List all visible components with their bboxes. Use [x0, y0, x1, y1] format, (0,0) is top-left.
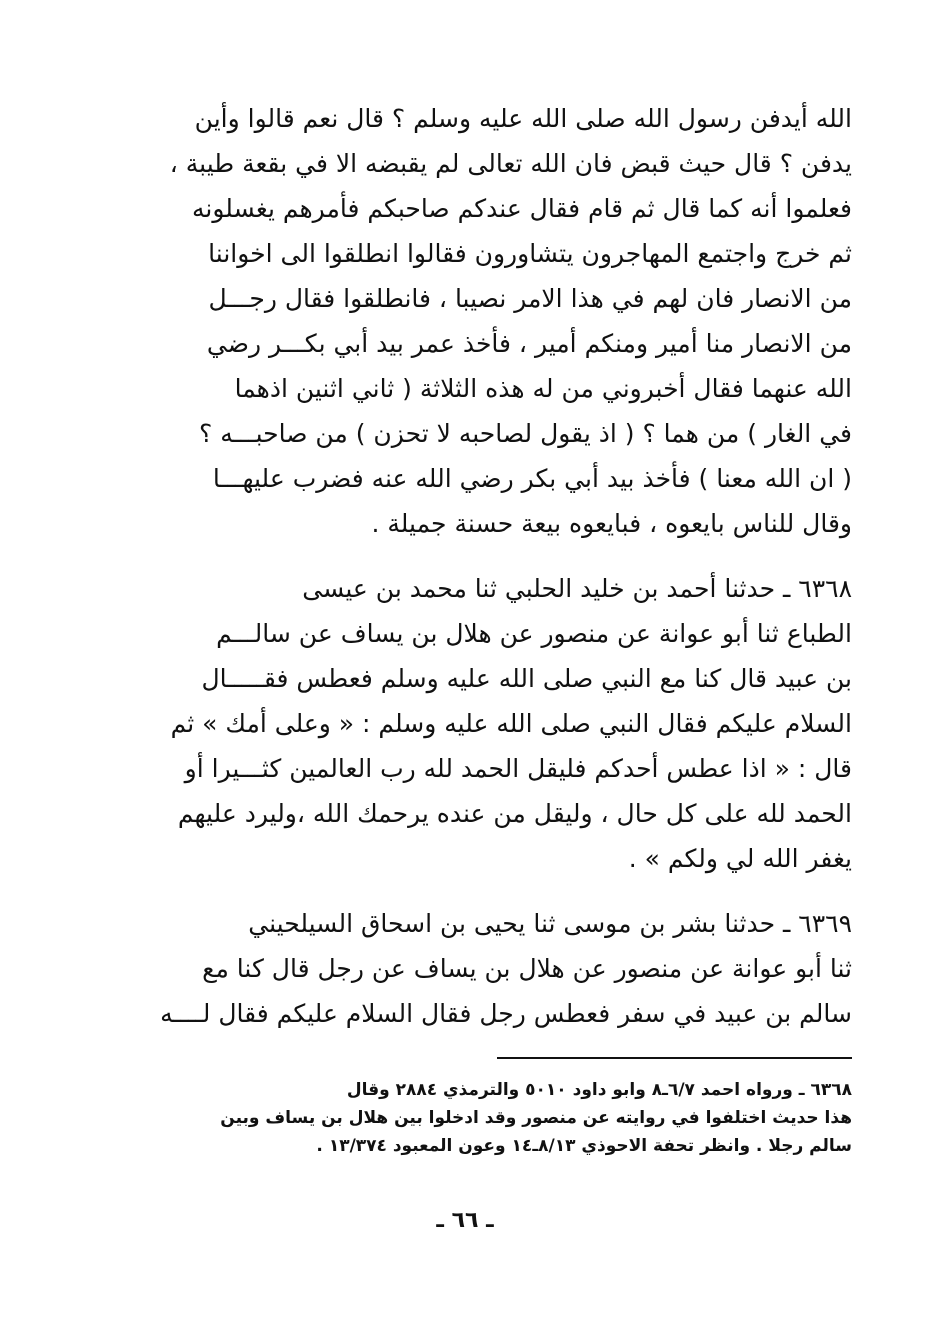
- text-line: من الانصار فان لهم في هذا الامر نصيبا ، فانطلقوا فقال رجـــل: [208, 284, 852, 313]
- text-line: قال : « اذا عطس أحدكم فليقل الحمد لله رب العالمين كثـــيرا أو: [184, 754, 852, 783]
- footnotes: [135, 1076, 852, 1160]
- text-line: بن عبيد قال كنا مع النبي صلى الله عليه وسلم فعطس فقـــــال: [201, 664, 852, 693]
- text-line: الله أيدفن رسول الله صلى الله عليه وسلم ؟ قال نعم قالوا وأين: [194, 104, 852, 133]
- footnote-line: سالم رجلا . وانظر تحفة الاحوذي ٨/١٣ـ١٤ وعون المعبود ١٣/٣٧٤ .: [316, 1136, 852, 1156]
- footnote-divider: [497, 1057, 852, 1059]
- text-line: ٦٣٦٩ ـ حدثنا بشر بن موسى ثنا يحيى بن اسحاق السيلحيني: [248, 909, 852, 938]
- text-line: يغفر الله لي ولكم » .: [628, 844, 852, 873]
- footnote-line: هذا حديث اختلفوا في روايته عن منصور وقد ادخلوا بين هلال بن يساف وبين: [220, 1108, 852, 1128]
- text-line: السلام عليكم فقال النبي صلى الله عليه وسلم : « وعلى أمك » ثم: [170, 709, 852, 738]
- footnote-line: ٦٣٦٨ ـ ورواه احمد ٦/٧ـ٨ وابو داود ٥٠١٠ والترمذي ٢٨٨٤ وقال: [346, 1080, 852, 1100]
- paragraph-spacer: [130, 546, 852, 566]
- text-line: فعلموا أنه كما قال ثم قام فقال عندكم صاحبكم فأمرهم يغسلونه: [192, 194, 852, 223]
- text-line: وقال للناس بايعوه ، فبايعوه بيعة حسنة جميلة .: [371, 509, 852, 538]
- text-line: الحمد لله على كل حال ، وليقل من عنده يرحمك الله ،وليرد عليهم: [177, 799, 852, 828]
- text-line: ثنا أبو عوانة عن منصور عن هلال بن يساف عن رجل قال كنا مع: [202, 954, 852, 983]
- paragraph-continuation: [130, 96, 852, 546]
- text-line: في الغار ) من هما ؟ ( اذ يقول لصاحبه لا تحزن ) من صاحبـــه ؟: [198, 419, 852, 448]
- text-line: ٦٣٦٨ ـ حدثنا أحمد بن خليد الحلبي ثنا محمد بن عيسى: [302, 574, 852, 603]
- text-line: يدفن ؟ قال حيث قبض فان الله تعالى لم يقبضه الا في بقعة طيبة ،: [169, 149, 852, 178]
- hadith-6369: [130, 901, 852, 1036]
- text-line: الطباع ثنا أبو عوانة عن منصور عن هلال بن يساف عن سالـــم: [216, 619, 852, 648]
- text-line: من الانصار منا أمير ومنكم أمير ، فأخذ عمر بيد أبي بكـــر رضي: [206, 329, 852, 358]
- main-text: [130, 96, 852, 1036]
- paragraph-spacer: [130, 881, 852, 901]
- hadith-6368: [130, 566, 852, 881]
- text-line: سالم بن عبيد في سفر فعطس رجل فقال السلام عليكم فقال لــــه: [160, 999, 852, 1028]
- text-line: ( ان الله معنا ) فأخذ بيد أبي بكر رضي الله عنه فضرب عليهـــا: [212, 464, 852, 493]
- text-line: الله عنهما فقال أخبروني من له هذه الثلاثة ( ثاني اثنين اذهما: [234, 374, 852, 403]
- page-number: ـ ٦٦ ـ: [436, 1208, 494, 1233]
- text-line: ثم خرج واجتمع المهاجرون يتشاورون فقالوا انطلقوا الى اخواننا: [208, 239, 852, 268]
